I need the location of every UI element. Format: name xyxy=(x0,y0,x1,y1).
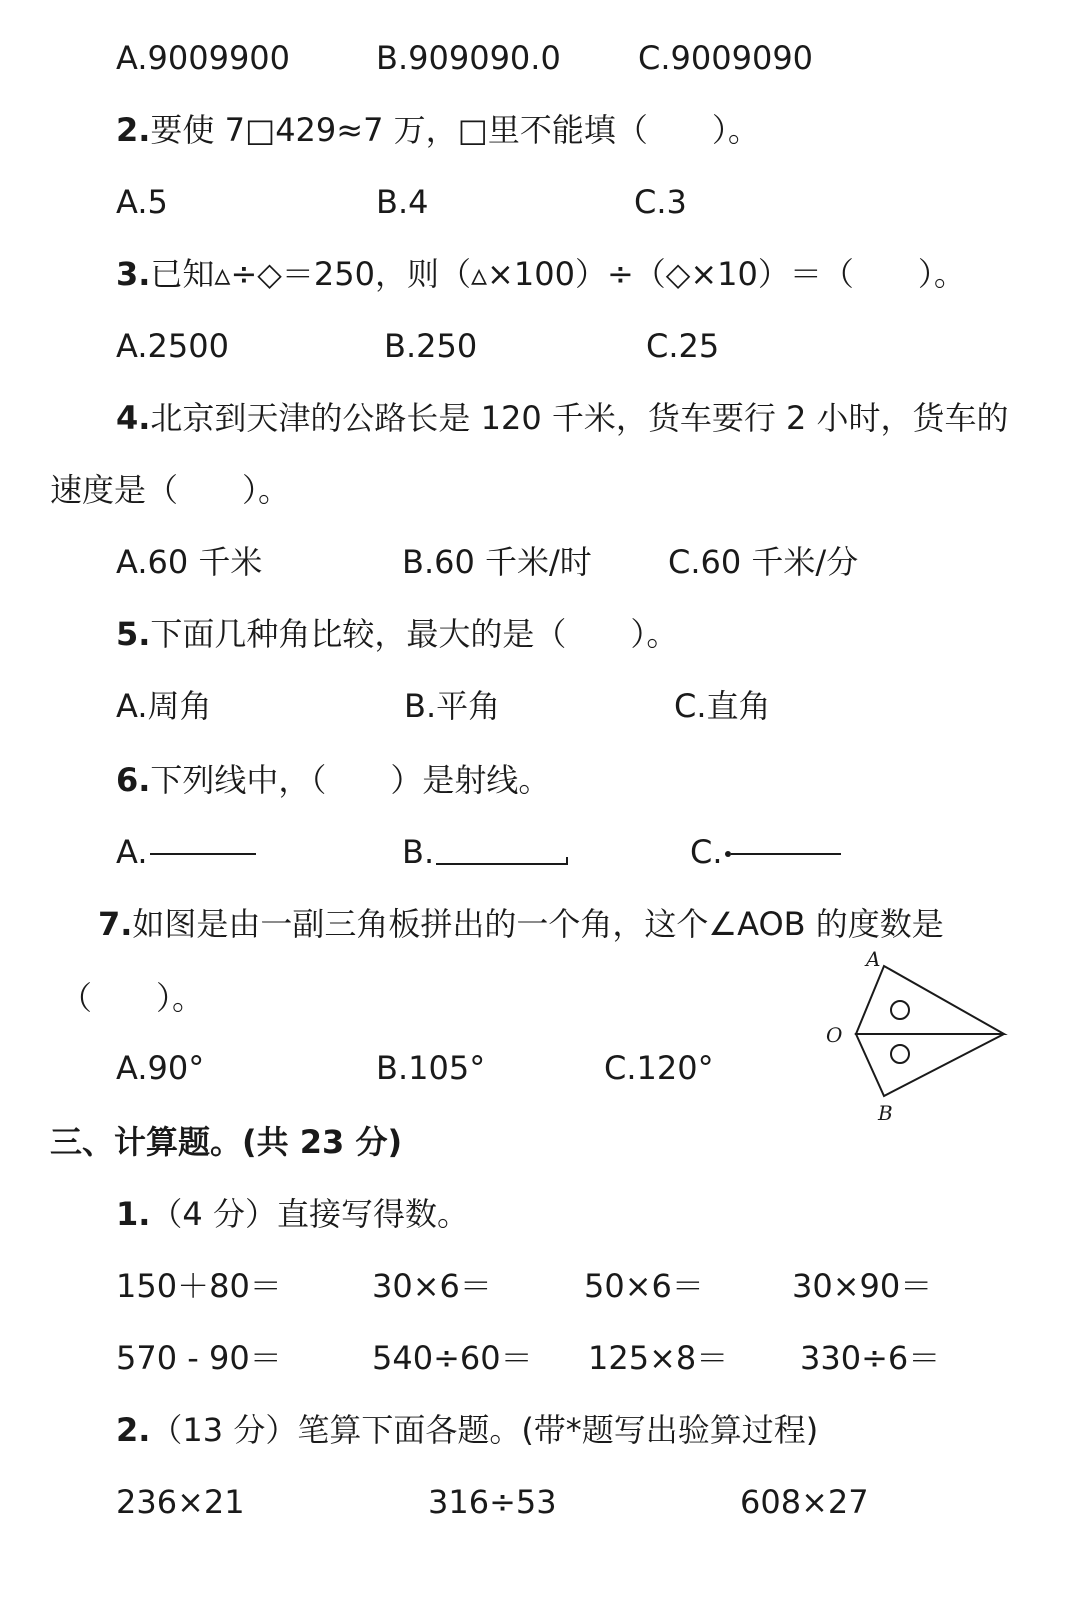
question-text: 如图是由一副三角板拼出的一个角，这个∠AOB 的度数是 xyxy=(132,905,944,943)
question-4-line2: 速度是（ ）。 xyxy=(50,471,291,509)
question-number: 1. xyxy=(116,1195,151,1233)
q6-option-c xyxy=(690,832,841,872)
q5-option-b: B.平角 xyxy=(404,687,501,725)
calc-question-1 xyxy=(116,1194,469,1234)
ruler-hole-circle xyxy=(891,1001,909,1019)
q5-option-a: A.周角 xyxy=(116,687,212,725)
question-number: 4. xyxy=(116,399,151,437)
calc1-item: 125×8＝ xyxy=(588,1339,729,1377)
question-text: （13 分）笔算下面各题。(带*题写出验算过程) xyxy=(150,1411,819,1449)
label-b: B xyxy=(878,1101,893,1125)
question-6 xyxy=(116,760,550,800)
question-number: 3. xyxy=(116,255,151,293)
option-label: C. xyxy=(690,833,723,871)
calc2-item: 608×27 xyxy=(740,1483,869,1521)
upper-triangle xyxy=(856,966,1004,1034)
question-text: 下面几种角比较，最大的是（ ）。 xyxy=(150,615,679,653)
q4-option-a: A.60 千米 xyxy=(116,543,263,581)
q4-option-c: C.60 千米/分 xyxy=(668,543,859,581)
calc1-item: 570 - 90＝ xyxy=(116,1339,282,1377)
lower-triangle xyxy=(856,1034,1004,1096)
calc1-item: 540÷60＝ xyxy=(372,1339,533,1377)
q1-option-c: C.9009090 xyxy=(638,39,814,77)
q1-option-a: A.9009900 xyxy=(116,39,291,77)
question-number: 7. xyxy=(98,905,133,943)
line-with-end-tick-figure xyxy=(436,857,568,865)
q7-option-a: A.90° xyxy=(116,1049,205,1087)
question-text: 北京到天津的公路长是 120 千米，货车要行 2 小时，货车的 xyxy=(150,399,1009,437)
question-number: 2. xyxy=(116,111,151,149)
calc2-item: 316÷53 xyxy=(428,1483,557,1521)
ruler-hole-circle xyxy=(891,1045,909,1063)
q2-option-c: C.3 xyxy=(634,183,687,221)
calc1-item: 330÷6＝ xyxy=(800,1339,941,1377)
calc1-item: 50×6＝ xyxy=(584,1267,704,1305)
q6-option-a xyxy=(116,832,256,872)
question-4-line1 xyxy=(116,398,1009,438)
calc-question-2 xyxy=(116,1410,818,1450)
question-3 xyxy=(116,254,966,294)
question-7-line2: （ ）。 xyxy=(60,979,205,1017)
label-o: O xyxy=(826,1023,843,1047)
question-number: 6. xyxy=(116,761,151,799)
section-title: 三、计算题。(共 23 分) xyxy=(50,1123,403,1161)
triangle-ruler-figure xyxy=(820,948,1020,1128)
question-number: 2. xyxy=(116,1411,151,1449)
q3-option-b: B.250 xyxy=(384,327,478,365)
q3-option-c: C.25 xyxy=(646,327,720,365)
q2-option-b: B.4 xyxy=(376,183,429,221)
question-5 xyxy=(116,614,678,654)
question-number: 5. xyxy=(116,615,151,653)
ray-figure xyxy=(731,853,841,855)
question-7-line1 xyxy=(98,904,944,944)
line-segment-figure xyxy=(150,853,256,855)
q4-option-b: B.60 千米/时 xyxy=(402,543,592,581)
calc2-item: 236×21 xyxy=(116,1483,245,1521)
question-text: 下列线中，（ ）是射线。 xyxy=(150,761,551,799)
q3-option-a: A.2500 xyxy=(116,327,229,365)
q6-option-b xyxy=(402,832,568,872)
option-label: A. xyxy=(116,833,148,871)
q7-option-c: C.120° xyxy=(604,1049,714,1087)
label-a: A xyxy=(866,948,881,971)
question-text: 要使 7□429≈7 万，□里不能填（ ）。 xyxy=(150,111,760,149)
q2-option-a: A.5 xyxy=(116,183,168,221)
calc1-item: 150＋80＝ xyxy=(116,1267,282,1305)
calc1-item: 30×90＝ xyxy=(792,1267,933,1305)
q5-option-c: C.直角 xyxy=(674,687,771,725)
option-label: B. xyxy=(402,833,435,871)
question-text: 已知▵÷◇＝250，则（▵×100）÷（◇×10）＝（ ）。 xyxy=(150,255,966,293)
calc1-item: 30×6＝ xyxy=(372,1267,492,1305)
question-text: （4 分）直接写得数。 xyxy=(150,1195,469,1233)
q7-option-b: B.105° xyxy=(376,1049,486,1087)
q1-option-b: B.909090.0 xyxy=(376,39,561,77)
question-2 xyxy=(116,110,760,150)
